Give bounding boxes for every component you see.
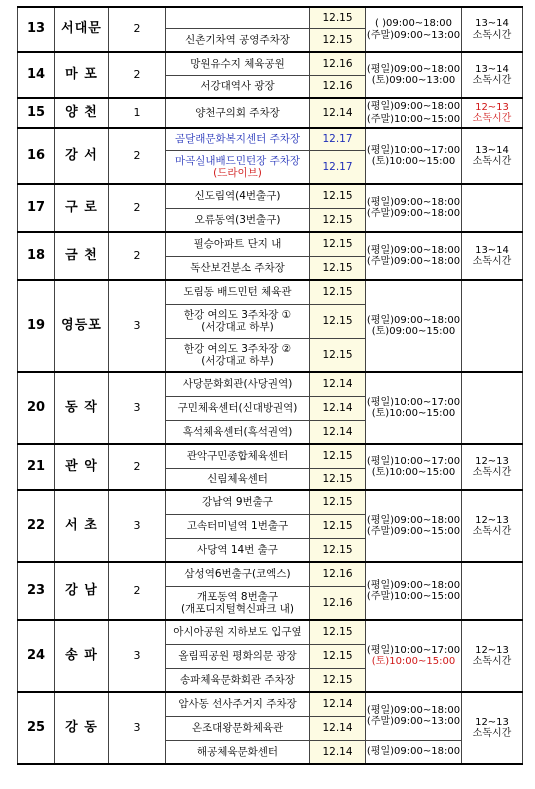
site-location: 망원유수지 체육공원 (166, 52, 310, 75)
open-date: 12.15 (310, 668, 366, 692)
site-count: 2 (109, 562, 166, 620)
district-name: 구 로 (55, 184, 109, 232)
site-location: 신도림역(4번출구) (166, 184, 310, 208)
disinfection-time: 12~13 소독시간 (462, 490, 523, 562)
open-date: 12.15 (310, 490, 366, 514)
open-date: 12.14 (310, 396, 366, 420)
row-number: 15 (18, 98, 55, 128)
district-name: 동 작 (55, 372, 109, 444)
open-date: 12.14 (310, 740, 366, 764)
district-name: 서대문 (55, 7, 109, 52)
site-location: 아시아공원 지하보도 입구옆 (166, 620, 310, 644)
table-row (18, 372, 523, 396)
district-name: 마 포 (55, 52, 109, 98)
operating-hours: (평일)09:00~18:00 (주말)10:00~15:00 (366, 98, 462, 128)
open-date: 12.14 (310, 98, 366, 128)
site-count: 3 (109, 280, 166, 372)
operating-hours: (평일)10:00~17:00 (토)10:00~15:00 (366, 128, 462, 184)
table-row (18, 280, 523, 304)
site-location: 필승아파트 단지 내 (166, 232, 310, 256)
disinfection-time: 13~14 소독시간 (462, 128, 523, 184)
open-date: 12.16 (310, 562, 366, 586)
row-number: 21 (18, 444, 55, 490)
table-row (18, 52, 523, 75)
open-date: 12.15 (310, 28, 366, 52)
open-date: 12.15 (310, 514, 366, 538)
operating-hours: ( )09:00~18:00 (주말)09:00~13:00 (366, 7, 462, 52)
disinfection-time: 13~14 소독시간 (462, 7, 523, 52)
open-date: 12.15 (310, 644, 366, 668)
site-location: 사당문화회관(사당권역) (166, 372, 310, 396)
open-date: 12.15 (310, 256, 366, 280)
row-number: 18 (18, 232, 55, 280)
table-row (18, 562, 523, 586)
row-number: 20 (18, 372, 55, 444)
row-number: 24 (18, 620, 55, 692)
site-location: 한강 여의도 3주차장 ② (서강대교 하부) (166, 338, 310, 372)
open-date: 12.16 (310, 75, 366, 98)
open-date: 12.15 (310, 208, 366, 232)
site-location: 신림체육센터 (166, 468, 310, 490)
operating-hours: (평일)09:00~18:00 (366, 740, 462, 764)
disinfection-time (462, 372, 523, 444)
row-number: 14 (18, 52, 55, 98)
open-date: 12.15 (310, 444, 366, 468)
open-date: 12.16 (310, 586, 366, 620)
table-row (18, 692, 523, 716)
site-location: 개포동역 8번출구 (개포디지털혁신파크 내) (166, 586, 310, 620)
district-name: 양 천 (55, 98, 109, 128)
site-location: 서강대역사 광장 (166, 75, 310, 98)
site-location: 해공체육문화센터 (166, 740, 310, 764)
district-name: 송 파 (55, 620, 109, 692)
table-row (18, 7, 523, 28)
site-location: 올림픽공원 평화의문 광장 (166, 644, 310, 668)
site-location: 송파체육문화회관 주차장 (166, 668, 310, 692)
district-name: 강 남 (55, 562, 109, 620)
operating-hours: (평일)10:00~17:00 (토)10:00~15:00 (366, 372, 462, 444)
disinfection-time: 12~13 소독시간 (462, 444, 523, 490)
site-location: 마곡실내배드민턴장 주차장 (드라이브) (166, 150, 310, 184)
site-count: 3 (109, 620, 166, 692)
site-count: 1 (109, 98, 166, 128)
district-name: 서 초 (55, 490, 109, 562)
table-row (18, 444, 523, 468)
site-location: 흑석체육센터(흑석권역) (166, 420, 310, 444)
site-location: 삼성역6번출구(코엑스) (166, 562, 310, 586)
row-number: 13 (18, 7, 55, 52)
testing-site-schedule-table (17, 6, 523, 765)
site-location: 신촌기차역 공영주차장 (166, 28, 310, 52)
table-row (18, 490, 523, 514)
site-count: 3 (109, 490, 166, 562)
disinfection-time: 13~14 소독시간 (462, 52, 523, 98)
operating-hours: (평일)09:00~18:00 (주말)09:00~18:00 (366, 232, 462, 280)
row-number: 17 (18, 184, 55, 232)
open-date: 12.14 (310, 420, 366, 444)
site-location: 도림동 배드민턴 체육관 (166, 280, 310, 304)
district-name: 강 서 (55, 128, 109, 184)
district-name: 영등포 (55, 280, 109, 372)
district-name: 관 악 (55, 444, 109, 490)
table-row (18, 128, 523, 150)
site-location: 암사동 선사주거지 주차장 (166, 692, 310, 716)
site-location: 구민체육센터(신대방권역) (166, 396, 310, 420)
row-number: 25 (18, 692, 55, 764)
table-row (18, 184, 523, 208)
open-date: 12.15 (310, 620, 366, 644)
district-name: 금 천 (55, 232, 109, 280)
site-location: 온조대왕문화체육관 (166, 716, 310, 740)
open-date: 12.15 (310, 280, 366, 304)
site-count: 2 (109, 52, 166, 98)
site-count: 2 (109, 444, 166, 490)
row-number: 16 (18, 128, 55, 184)
site-location: 독산보건분소 주차장 (166, 256, 310, 280)
site-count: 2 (109, 232, 166, 280)
site-location: 곰달래문화복지센터 주차장 (166, 128, 310, 150)
operating-hours: (평일)10:00~17:00 (토)10:00~15:00 (366, 444, 462, 490)
disinfection-time: 12~13 소독시간 (462, 98, 523, 128)
disinfection-time: 12~13 소독시간 (462, 692, 523, 764)
table-row (18, 232, 523, 256)
site-location (166, 7, 310, 28)
open-date: 12.15 (310, 304, 366, 338)
site-location: 강남역 9번출구 (166, 490, 310, 514)
open-date: 12.14 (310, 372, 366, 396)
district-name: 강 동 (55, 692, 109, 764)
open-date: 12.15 (310, 538, 366, 562)
disinfection-time: 13~14 소독시간 (462, 232, 523, 280)
open-date: 12.17 (310, 128, 366, 150)
open-date: 12.15 (310, 7, 366, 28)
operating-hours: (평일)09:00~18:00 (주말)09:00~15:00 (366, 490, 462, 562)
open-date: 12.14 (310, 716, 366, 740)
row-number: 22 (18, 490, 55, 562)
operating-hours: (평일)10:00~17:00 (토)10:00~15:00 (366, 620, 462, 692)
site-location: 한강 여의도 3주차장 ① (서강대교 하부) (166, 304, 310, 338)
site-count: 3 (109, 372, 166, 444)
row-number: 19 (18, 280, 55, 372)
site-location: 오류동역(3번출구) (166, 208, 310, 232)
open-date: 12.14 (310, 692, 366, 716)
operating-hours: (평일)09:00~18:00 (주말)09:00~13:00 (366, 692, 462, 740)
open-date: 12.15 (310, 232, 366, 256)
site-location: 관악구민종합체육센터 (166, 444, 310, 468)
operating-hours: (평일)09:00~18:00 (주말)09:00~18:00 (366, 184, 462, 232)
site-count: 3 (109, 692, 166, 764)
open-date: 12.15 (310, 468, 366, 490)
site-location: 양천구의회 주차장 (166, 98, 310, 128)
table-row (18, 620, 523, 644)
disinfection-time (462, 562, 523, 620)
site-count: 2 (109, 128, 166, 184)
site-location: 사당역 14번 출구 (166, 538, 310, 562)
open-date: 12.15 (310, 184, 366, 208)
operating-hours: (평일)09:00~18:00 (토)09:00~15:00 (366, 280, 462, 372)
open-date: 12.17 (310, 150, 366, 184)
open-date: 12.15 (310, 338, 366, 372)
disinfection-time (462, 184, 523, 232)
row-number: 23 (18, 562, 55, 620)
operating-hours: (평일)09:00~18:00 (주말)10:00~15:00 (366, 562, 462, 620)
table-row (18, 98, 523, 128)
site-count: 2 (109, 7, 166, 52)
site-count: 2 (109, 184, 166, 232)
open-date: 12.16 (310, 52, 366, 75)
operating-hours: (평일)09:00~18:00 (토)09:00~13:00 (366, 52, 462, 98)
site-location: 고속터미널역 1번출구 (166, 514, 310, 538)
disinfection-time: 12~13 소독시간 (462, 620, 523, 692)
disinfection-time (462, 280, 523, 372)
